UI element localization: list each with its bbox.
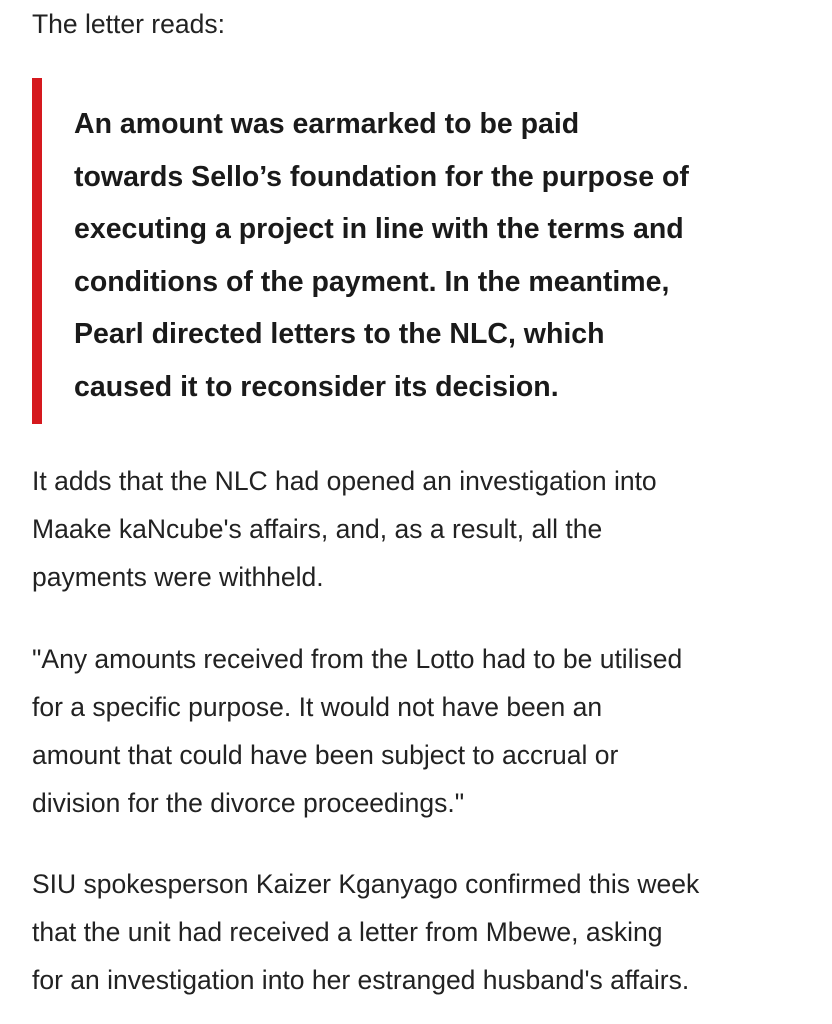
paragraph-line: "Any amounts received from the Lotto had to be utilised [32, 644, 683, 674]
paragraph-line: payments were withheld. [32, 562, 324, 592]
blockquote-line: towards Sello’s foundation for the purpose of [74, 160, 689, 193]
paragraph [32, 635, 812, 827]
paragraph-line: division for the divorce proceedings." [32, 788, 465, 818]
blockquote-line: Pearl directed letters to the NLC, which [74, 318, 605, 350]
blockquote-line: An amount was earmarked to be paid [74, 108, 580, 140]
paragraph [32, 457, 812, 601]
paragraph-line: that the unit had received a letter from Mbewe, asking [32, 917, 663, 947]
intro-text: The letter reads: [32, 9, 225, 39]
paragraph-line: SIU spokesperson Kaizer Kganyago confirmed this week [32, 869, 700, 899]
paragraph-line: It adds that the NLC had opened an investigation into [32, 466, 657, 496]
blockquote-accent-bar [32, 78, 42, 424]
blockquote-line: conditions of the payment. In the meantime, [74, 265, 670, 298]
paragraph-line: amount that could have been subject to accrual or [32, 740, 619, 770]
blockquote-line: executing a project in line with the terms and [74, 213, 684, 245]
blockquote-line: caused it to reconsider its decision. [74, 370, 559, 403]
paragraph-line: for a specific purpose. It would not have been an [32, 692, 603, 722]
paragraph-line: for an investigation into her estranged husband's affairs. [32, 965, 690, 995]
blockquote [74, 98, 814, 413]
paragraph-line: Maake kaNcube's affairs, and, as a result, all the [32, 514, 603, 544]
paragraph [32, 860, 812, 1004]
